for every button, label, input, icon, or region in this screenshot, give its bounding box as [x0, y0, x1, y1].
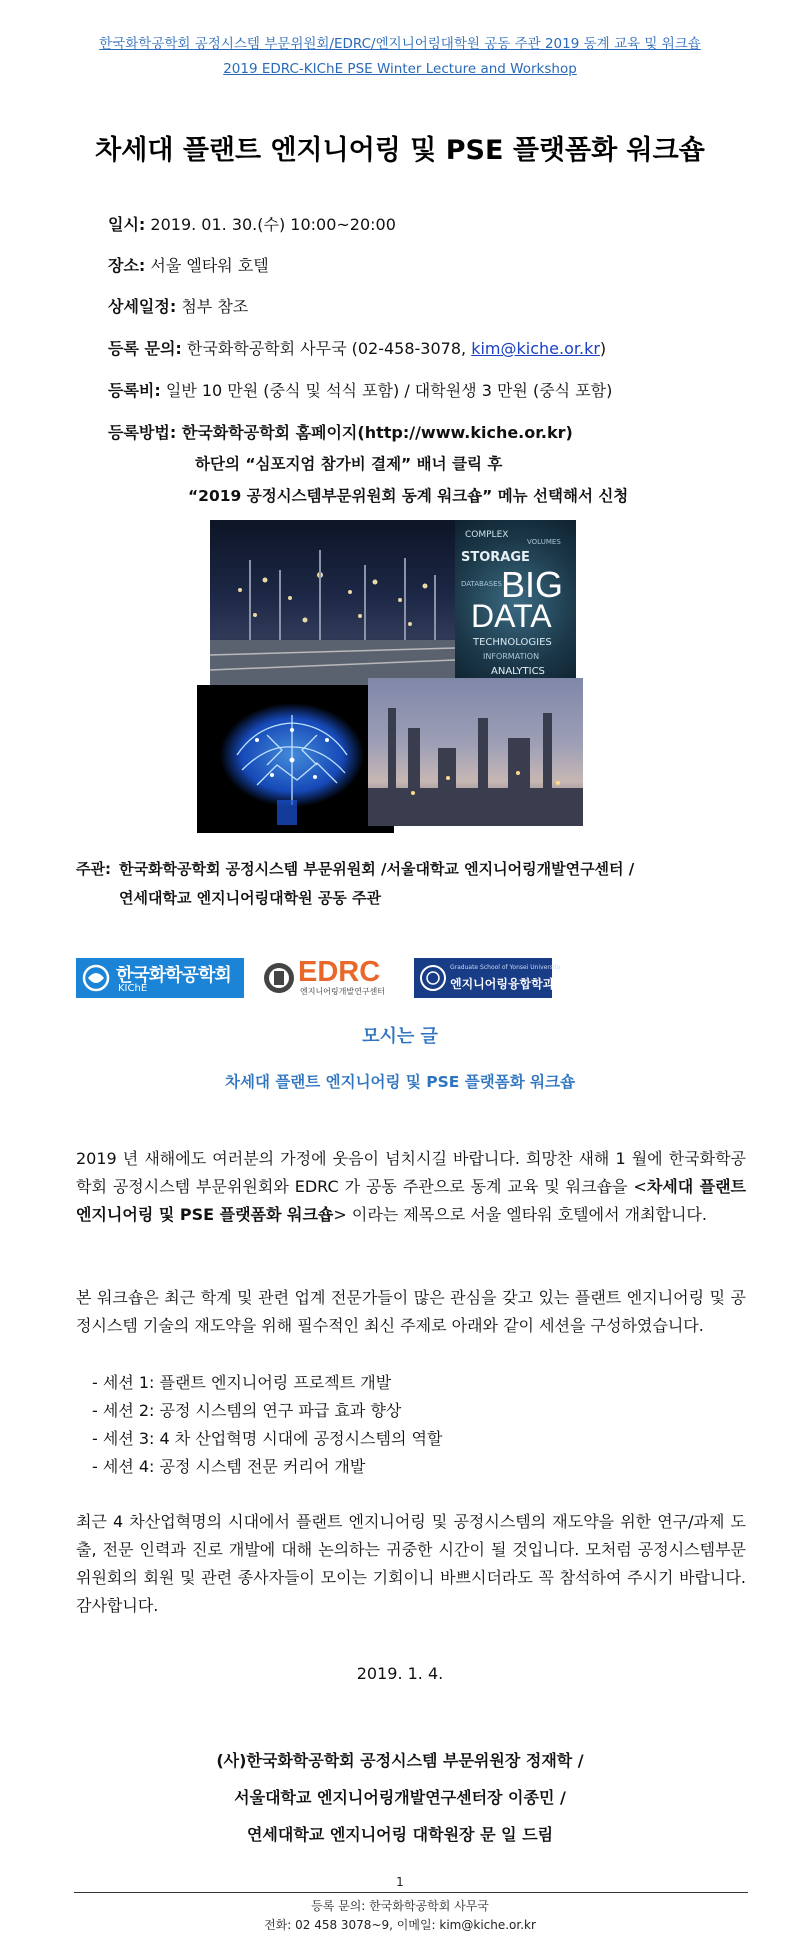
fee-label: 등록비:: [108, 381, 161, 400]
date-label: 일시:: [108, 215, 146, 234]
header-link-korean[interactable]: 한국화학공학회 공정시스템 부문위원회/EDRC/엔지니어링대학원 공동 주관 2019 동계 교육 및 워크숍: [99, 36, 701, 52]
bigdata-word-technologies: TECHNOLOGIES: [473, 637, 552, 648]
kiche-logo-korean: 한국화학공학회: [116, 965, 231, 986]
kiche-logo: [76, 958, 244, 998]
paragraph-3: 최근 4 차산업혁명의 시대에서 플랜트 엔지니어링 및 공정시스템의 재도약을 위한 연구/과제 도출, 전문 인력과 진로 개발에 대해 논의하는 귀중한 시간이 될 것입니다. 모처럼 공정시스템부문위원회의 회원 및 관련 종사자들이 모이는 기회이니 바쁘시더라도 꼭 참석하여 주시기 바랍니다. 감사합니다.: [76, 1512, 746, 1615]
kiche-logo-english: KIChE: [118, 983, 148, 994]
bigdata-word-analytics: ANALYTICS: [491, 666, 545, 677]
method-label: 등록방법:: [108, 423, 177, 442]
paragraph-1-a: 2019 년 새해에도 여러분의 가정에 웃음이 넘치시길 바랍니다. 희망찬 새해 1 월에 한국화학공학회 공정시스템 부문위원회와 EDRC 가 공동 주관으로 동계 교육 및 워크숍을 <: [76, 1149, 746, 1196]
edrc-logo-subtext: 엔지니어링개발연구센터: [300, 987, 386, 996]
edrc-logo: [260, 958, 400, 998]
session-4: - 세션 4: 공정 시스템 전문 커리어 개발: [92, 1457, 366, 1476]
signature-line-1: (사)한국화학공학회 공정시스템 부문위원장 정재학 /: [216, 1751, 584, 1770]
snu-emblem-icon: [262, 961, 296, 995]
footer-line-1: 등록 문의: 한국화학공학회 사무국: [311, 1899, 489, 1913]
industrial-plant-night-image: [210, 520, 455, 685]
yonsei-logo-korean: 엔지니어링융합학과: [450, 977, 555, 991]
session-2: - 세션 2: 공정 시스템의 연구 파급 효과 향상: [92, 1401, 402, 1420]
header-link-english[interactable]: 2019 EDRC-KIChE PSE Winter Lecture and Workshop: [223, 61, 577, 77]
sponsor-line-1: 한국화학공학회 공정시스템 부문위원회 /서울대학교 엔지니어링개발연구센터 /: [119, 860, 635, 878]
contact-label: 등록 문의:: [108, 339, 182, 358]
bigdata-word-storage: STORAGE: [461, 550, 530, 565]
session-1: - 세션 1: 플랜트 엔지니어링 프로젝트 개발: [92, 1373, 392, 1392]
yonsei-emblem-icon: [419, 964, 447, 992]
method-line-3: “2019 공정시스템부문위원회 동계 워크숍” 메뉴 선택해서 신청: [188, 487, 629, 505]
bigdata-word-complex: COMPLEX: [465, 530, 509, 540]
paragraph-2: 본 워크숍은 최근 학계 및 관련 업계 전문가들이 많은 관심을 갖고 있는 플랜트 엔지니어링 및 공정시스템 기술의 재도약을 위해 필수적인 최신 주제로 아래와 같이 세션을 구성하였습니다.: [76, 1288, 746, 1335]
signature-line-2: 서울대학교 엔지니어링개발연구센터장 이종민 /: [234, 1788, 566, 1807]
footer-divider: [74, 1892, 748, 1893]
signature-line-3: 연세대학교 엔지니어링 대학원장 문 일 드림: [246, 1825, 554, 1844]
sponsor-line-2: 연세대학교 엔지니어링대학원 공동 주관: [119, 889, 381, 907]
paragraph-1: [76, 1145, 746, 1229]
bigdata-word-data: DATA: [471, 598, 552, 634]
bigdata-word-information: INFORMATION: [483, 652, 540, 661]
letter-date: 2019. 1. 4.: [356, 1664, 444, 1683]
bigdata-word-databases: DATABASES: [461, 580, 502, 588]
fee-value: 일반 10 만원 (중식 및 석식 포함) / 대학원생 3 만원 (중식 포함): [160, 381, 613, 400]
kiche-emblem-icon: [82, 964, 110, 992]
info-contact: [108, 336, 606, 359]
invitation-heading: 모시는 글: [362, 1026, 438, 1047]
digital-brain-image: [197, 685, 394, 833]
info-date: [108, 212, 396, 235]
contact-close: ): [599, 339, 607, 358]
big-data-image: [455, 520, 576, 685]
page-number: 1: [396, 1875, 404, 1889]
schedule-value: 첨부 참조: [176, 297, 249, 316]
method-line-2: 하단의 “심포지엄 참가비 결제” 배너 클릭 후: [195, 455, 503, 473]
info-fee: [108, 378, 612, 401]
info-method: [108, 420, 573, 443]
paragraph-1-bold-title: 차세대 플랜트 엔지니어링 및 PSE 플랫폼화 워크숍: [76, 1177, 746, 1224]
contact-value: 한국화학공학회 사무국 (02-458-3078,: [181, 339, 472, 358]
edrc-logo-text: EDRC: [298, 956, 381, 988]
place-label: 장소:: [108, 256, 146, 275]
info-place: [108, 253, 269, 276]
place-value: 서울 엘타워 호텔: [145, 256, 269, 275]
contact-email-link[interactable]: kim@kiche.or.kr: [471, 339, 600, 358]
yonsei-logo: [414, 958, 561, 998]
date-value: 2019. 01. 30.(수) 10:00~20:00: [145, 215, 396, 234]
schedule-label: 상세일정:: [108, 297, 177, 316]
paragraph-1-c: > 이라는 제목으로 서울 엘타워 호텔에서 개최합니다.: [333, 1205, 707, 1224]
method-value[interactable]: 한국화학공학회 홈페이지(http://www.kiche.or.kr): [176, 423, 573, 442]
sponsor-label: 주관:: [76, 860, 111, 878]
refinery-dusk-image: [368, 678, 583, 826]
footer-line-2: 전화: 02 458 3078~9, 이메일: kim@kiche.or.kr: [264, 1918, 536, 1932]
session-3: - 세션 3: 4 차 산업혁명 시대에 공정시스템의 역할: [92, 1429, 443, 1448]
info-schedule: [108, 294, 248, 317]
yonsei-logo-english: Graduate School of Yonsei University: [450, 964, 561, 971]
page-title: 차세대 플랜트 엔지니어링 및 PSE 플랫폼화 워크숍: [95, 135, 705, 166]
bigdata-word-big: BIG: [501, 564, 564, 605]
invitation-subheading: 차세대 플랜트 엔지니어링 및 PSE 플랫폼화 워크숍: [225, 1073, 575, 1091]
bigdata-word-volumes: VOLUMES: [527, 538, 561, 546]
